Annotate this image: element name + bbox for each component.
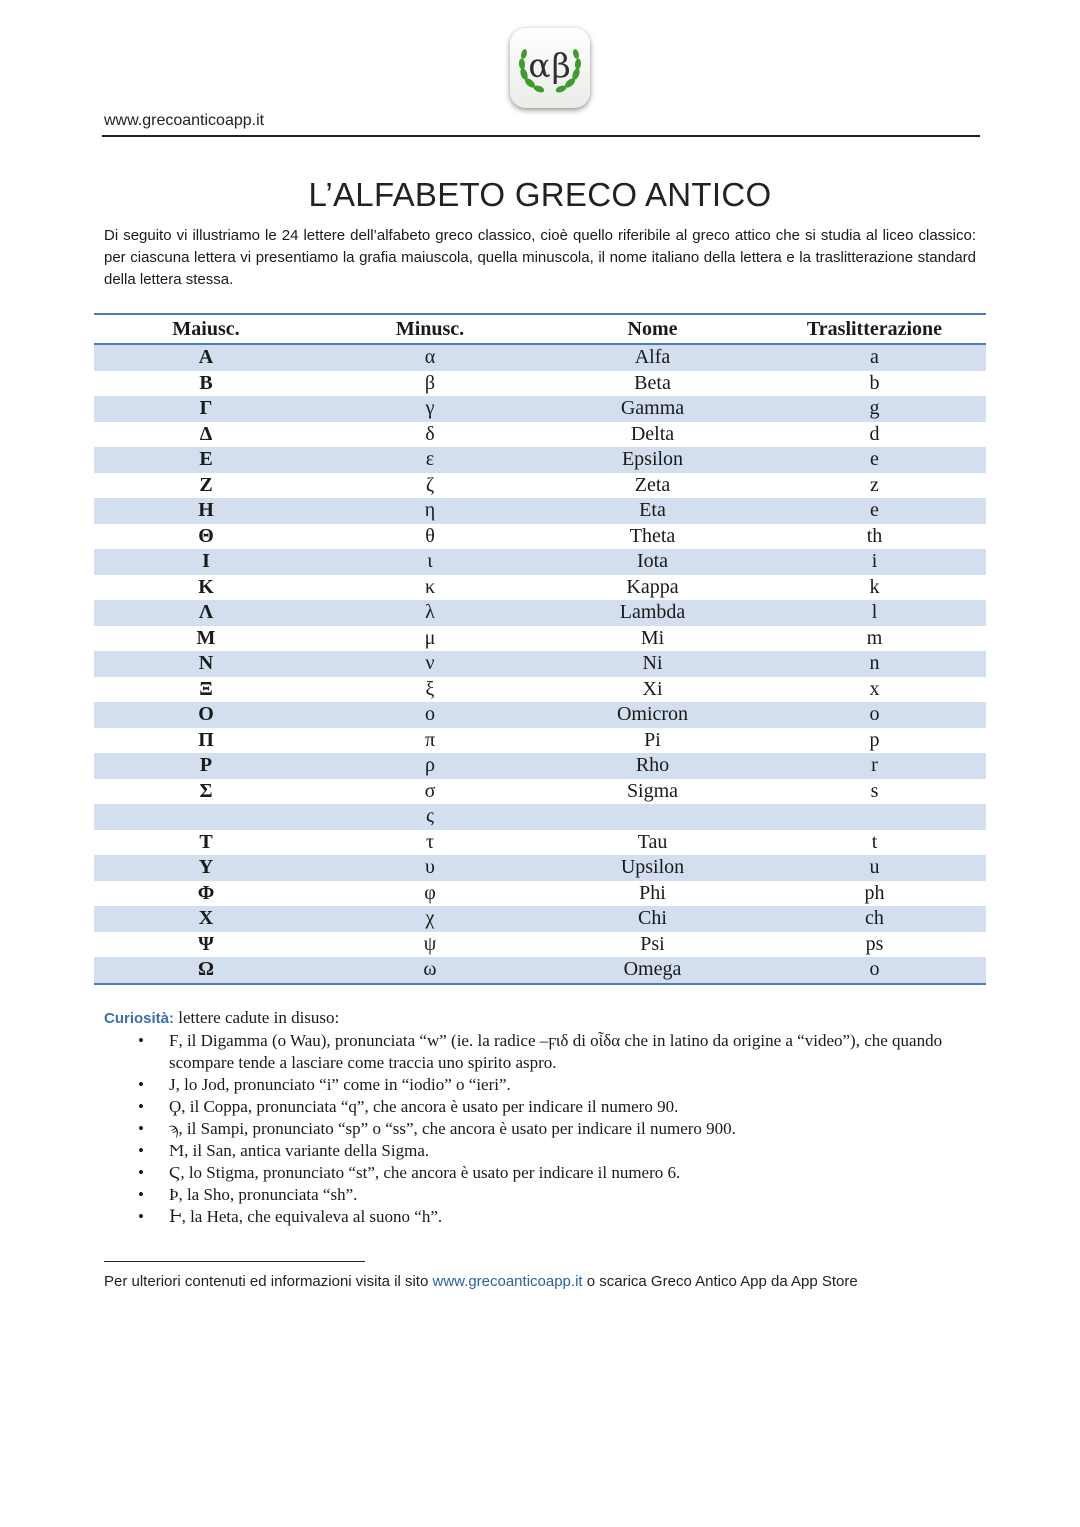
transliteration-cell: e [870,448,879,471]
page-title: L’ALFABETO GRECO ANTICO [308,176,772,213]
name-cell: Phi [639,881,666,904]
lowercase-cell: β [424,371,436,394]
logo-text: αβ [528,46,572,85]
lowercase-cell: ς [426,805,434,828]
uppercase-cell: Α [198,346,214,369]
table-row [94,881,986,907]
name-cell: Sigma [626,779,679,802]
transliteration-cell: k [869,575,880,598]
transliteration-cell: s [870,779,879,802]
lowercase-cell: ν [425,652,435,675]
list-item-text: Ϝ, il Digamma (o Wau), pronunciata “w” (ie. la radice –ϝιδ di οἶδα che in latino da origine a “video”), che quando scompare tende a lasciare come traccia uno spirito aspro. [169,1031,943,1072]
table-row [94,626,986,652]
uppercase-cell: Ω [197,958,214,981]
name-cell: Kappa [626,575,679,598]
column-header: Nome [627,317,678,340]
bullet-icon: • [138,1185,144,1204]
list-item [104,1118,984,1140]
list-item-text: Ͱ, la Heta, che equivaleva al suono “h”. [169,1207,443,1226]
lowercase-cell: ζ [425,473,435,496]
table-row [94,855,986,881]
lowercase-cell: ξ [425,677,435,700]
table-row [94,575,986,601]
name-cell: Chi [638,907,667,930]
table-row [94,779,986,805]
uppercase-cell: Ξ [199,677,213,700]
uppercase-cell: Ψ [198,932,214,955]
curiosita-list [104,1030,984,1228]
uppercase-cell: Β [199,371,213,394]
lowercase-cell: κ [424,575,436,598]
name-cell: Upsilon [620,856,685,879]
header-divider [102,135,980,137]
uppercase-cell: Κ [198,575,214,598]
bullet-icon: • [138,1141,144,1160]
table-row [94,728,986,754]
list-item [104,1096,984,1118]
name-cell: Psi [640,932,665,955]
uppercase-cell: Λ [198,601,214,624]
table-row [94,524,986,550]
bullet-icon: • [138,1207,144,1226]
name-cell: Iota [636,550,669,573]
uppercase-cell: Τ [199,830,213,853]
table-row [94,957,986,985]
list-item-text: Ϛ, lo Stigma, pronunciato “st”, che ancora è usato per indicare il numero 6. [169,1163,681,1182]
uppercase-cell: Θ [198,524,214,547]
uppercase-cell: Γ [199,397,213,420]
curiosita-heading [104,1006,984,1030]
bullet-icon: • [138,1075,144,1094]
lowercase-cell: γ [425,397,435,420]
lowercase-cell: δ [425,422,435,445]
table-row [94,396,986,422]
column-header: Minusc. [395,317,465,340]
name-cell: Epsilon [621,448,684,471]
bullet-icon: • [138,1163,144,1182]
uppercase-cell: Μ [196,626,216,649]
table-row [94,753,986,779]
transliteration-cell: u [869,856,880,879]
transliteration-cell: l [871,601,878,624]
list-item-text: Ϙ, il Coppa, pronunciata “q”, che ancora è usato per indicare il numero 90. [169,1097,679,1116]
name-cell: Zeta [634,473,671,496]
lowercase-cell: χ [425,907,435,930]
transliteration-cell: r [871,754,878,777]
table-row [94,702,986,728]
alphabet-table [94,313,986,985]
uppercase-cell: Υ [198,856,214,879]
lowercase-cell: τ [425,830,435,853]
lowercase-cell: ψ [423,932,437,955]
list-item-text: Ϸ, la Sho, pronunciata “sh”. [169,1185,358,1204]
curiosita-label: Curiosità: [104,1010,175,1027]
table-row [94,932,986,958]
table-row [94,804,986,830]
bullet-icon: • [138,1119,144,1138]
lowercase-cell: ω [423,958,437,981]
transliteration-cell: z [870,473,879,496]
name-cell: Lambda [619,601,686,624]
name-cell: Xi [642,677,663,700]
name-cell: Rho [635,754,670,777]
table-header [94,313,986,345]
table-row [94,473,986,499]
name-cell: Mi [640,626,665,649]
uppercase-cell: Δ [199,422,213,445]
lowercase-cell: σ [424,779,436,802]
transliteration-cell: ps [865,932,884,955]
name-cell: Gamma [620,397,685,420]
uppercase-cell: Φ [197,881,215,904]
bullet-icon: • [138,1031,144,1050]
lowercase-cell: μ [424,626,436,649]
lowercase-cell: ρ [425,754,435,777]
list-item [104,1206,984,1228]
lowercase-cell: φ [424,881,436,904]
transliteration-cell: d [869,422,880,445]
name-cell: Tau [637,830,668,853]
footer-prefix: Per ulteriori contenuti ed informazioni visita il sito [104,1273,433,1290]
table-row [94,651,986,677]
footer-link[interactable]: www.grecoanticoapp.it [432,1273,583,1290]
uppercase-cell: Ζ [199,473,213,496]
uppercase-cell: Η [198,499,214,522]
lowercase-cell: υ [425,856,435,879]
transliteration-cell: ph [864,881,885,904]
transliteration-cell: th [866,524,883,547]
transliteration-cell: n [869,652,880,675]
name-cell: Pi [644,728,661,751]
list-item-text: Ϻ, il San, antica variante della Sigma. [169,1141,430,1160]
uppercase-cell: Ι [202,550,210,573]
curiosita-section [104,1006,984,1228]
table-row [94,677,986,703]
name-cell: Ni [642,652,663,675]
name-cell: Omega [623,958,682,981]
name-cell: Theta [629,524,676,547]
lowercase-cell: ε [425,448,435,471]
list-item [104,1140,984,1162]
transliteration-cell: ch [865,907,884,930]
transliteration-cell: a [870,346,879,369]
list-item-text: ϡ, il Sampi, pronunciato “sp” o “ss”, che ancora è usato per indicare il numero 900. [169,1119,736,1138]
app-logo [510,28,590,108]
uppercase-cell: Ρ [199,754,213,777]
uppercase-cell: Σ [199,779,213,802]
table-row [94,447,986,473]
uppercase-cell: Π [198,728,214,751]
table-row [94,371,986,397]
column-header: Maiusc. [172,317,240,340]
lowercase-cell: η [424,499,436,522]
curiosita-intro: lettere cadute in disuso: [174,1008,340,1027]
transliteration-cell: i [871,550,878,573]
transliteration-cell: e [870,499,879,522]
list-item-text: J, lo Jod, pronunciato “i” come in “iodio” o “ieri”. [169,1075,511,1094]
table-row [94,498,986,524]
table-row [94,906,986,932]
name-cell: Omicron [616,703,689,726]
lowercase-cell: π [424,728,436,751]
transliteration-cell: t [871,830,878,853]
list-item [104,1030,984,1074]
transliteration-cell: m [866,626,883,649]
list-item [104,1162,984,1184]
footer-suffix: o scarica Greco Antico App da App Store [582,1273,858,1290]
transliteration-cell: x [869,677,880,700]
bullet-icon: • [138,1097,144,1116]
footnote-divider [104,1261,365,1262]
lowercase-cell: λ [425,601,435,624]
table-row [94,345,986,371]
list-item [104,1074,984,1096]
lowercase-cell: θ [425,524,435,547]
name-cell: Beta [634,371,671,394]
name-cell: Delta [630,422,675,445]
transliteration-cell: b [869,371,880,394]
table-row [94,549,986,575]
transliteration-cell: o [869,703,880,726]
footer [104,1273,858,1290]
list-item [104,1184,984,1206]
column-header: Traslitterazione [806,317,943,340]
transliteration-cell: o [869,958,880,981]
transliteration-cell: g [869,397,880,420]
uppercase-cell: Ε [199,448,213,471]
table-row [94,830,986,856]
site-url[interactable]: www.grecoanticoapp.it [104,112,265,129]
transliteration-cell: p [869,728,880,751]
lowercase-cell: ο [425,703,435,726]
uppercase-cell: Ν [198,652,214,675]
uppercase-cell: Ο [198,703,214,726]
lowercase-cell: ι [427,550,433,573]
table-row [94,600,986,626]
table-row [94,422,986,448]
name-cell: Eta [639,499,666,522]
name-cell: Alfa [634,346,671,369]
uppercase-cell: Χ [198,907,214,930]
table-body [94,345,986,985]
intro-paragraph: Di seguito vi illustriamo le 24 lettere dell’alfabeto greco classico, cioè quello riferibile al greco attico che si studia al liceo classico: per ciascuna lettera vi presentiamo la grafia maiuscola, quella minuscola, il nome italiano della lettera e la traslitterazione standard della lettera stessa. [104,227,976,288]
lowercase-cell: α [424,346,436,369]
